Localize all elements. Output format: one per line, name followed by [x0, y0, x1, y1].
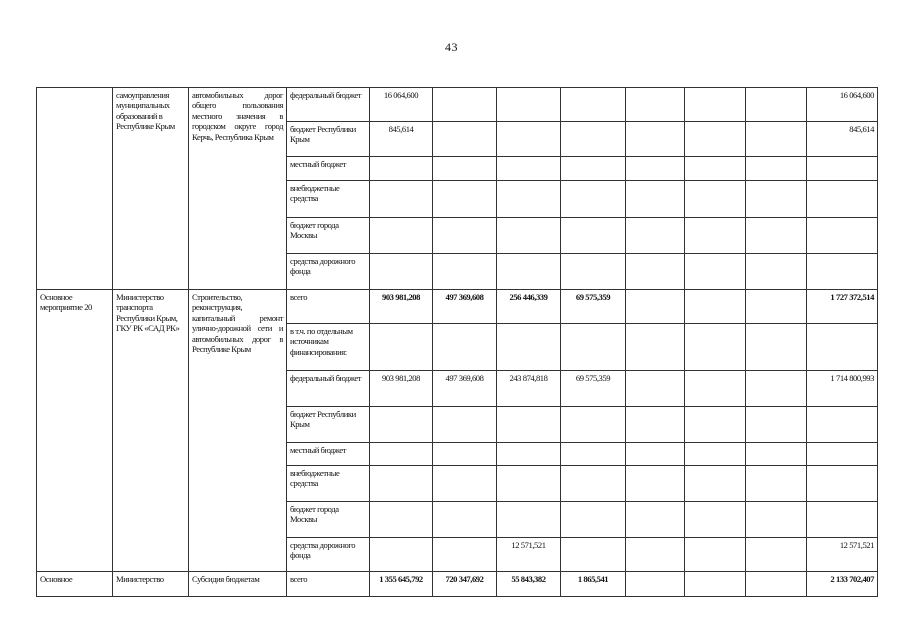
cell-value [561, 218, 626, 254]
cell-total [807, 443, 878, 466]
cell-value [497, 324, 561, 371]
cell-total [807, 157, 878, 181]
cell-value: 243 874,818 [497, 371, 561, 407]
cell-value [370, 254, 433, 290]
cell-value [685, 407, 746, 443]
cell-source: бюджет Республики Крым [287, 122, 370, 157]
cell-value [685, 254, 746, 290]
cell-value [497, 88, 561, 122]
cell-value [497, 254, 561, 290]
cell-empty [746, 466, 807, 502]
cell-value: 12 571,521 [497, 538, 561, 572]
budget-table [36, 87, 878, 597]
cell-value: 1 355 645,792 [370, 572, 433, 597]
cell-activity: Основное мероприятие 20 [37, 290, 113, 572]
cell-source: местный бюджет [287, 443, 370, 466]
cell-value [561, 466, 626, 502]
cell-value [497, 157, 561, 181]
table-row [37, 572, 878, 597]
cell-source: внебюджетные средства [287, 466, 370, 502]
cell-value [370, 443, 433, 466]
cell-empty [746, 254, 807, 290]
cell-value: 69 575,359 [561, 290, 626, 324]
cell-value [433, 157, 497, 181]
cell-total: 1 714 800,993 [807, 371, 878, 407]
cell-value [685, 502, 746, 538]
cell-value [685, 466, 746, 502]
cell-value [626, 290, 685, 324]
cell-value [497, 407, 561, 443]
cell-empty [746, 88, 807, 122]
cell-total: 2 133 702,407 [807, 572, 878, 597]
cell-value [626, 254, 685, 290]
cell-value [433, 122, 497, 157]
cell-value [561, 88, 626, 122]
cell-value: 1 865,541 [561, 572, 626, 597]
cell-value: 720 347,692 [433, 572, 497, 597]
cell-value [370, 407, 433, 443]
cell-value [561, 502, 626, 538]
cell-total: 12 571,521 [807, 538, 878, 572]
cell-value [626, 122, 685, 157]
cell-value [370, 466, 433, 502]
cell-value [497, 466, 561, 502]
cell-value: 497 369,608 [433, 290, 497, 324]
cell-value [370, 157, 433, 181]
cell-empty [746, 502, 807, 538]
cell-value [370, 324, 433, 371]
cell-value [626, 157, 685, 181]
cell-empty [746, 371, 807, 407]
cell-value [561, 157, 626, 181]
cell-total: 16 064,600 [807, 88, 878, 122]
table-row [37, 290, 878, 324]
cell-value [433, 538, 497, 572]
cell-value [626, 407, 685, 443]
cell-empty [746, 181, 807, 218]
cell-source: федеральный бюджет [287, 371, 370, 407]
cell-total [807, 407, 878, 443]
cell-value [433, 88, 497, 122]
cell-value [685, 371, 746, 407]
cell-value [626, 502, 685, 538]
cell-source: бюджет города Москвы [287, 218, 370, 254]
cell-description: Строительство, реконструкция, капитальный ремонт улично-дорожной сети и автомобильных дорог в Республике Крым [189, 290, 287, 572]
cell-value [626, 218, 685, 254]
cell-activity [37, 88, 113, 290]
cell-value [433, 466, 497, 502]
cell-total [807, 181, 878, 218]
cell-empty [746, 407, 807, 443]
cell-source: всего [287, 572, 370, 597]
cell-value [626, 443, 685, 466]
cell-value [685, 443, 746, 466]
cell-value [685, 181, 746, 218]
cell-value [433, 181, 497, 218]
cell-value: 55 843,382 [497, 572, 561, 597]
cell-value [433, 218, 497, 254]
cell-total [807, 466, 878, 502]
cell-value [561, 324, 626, 371]
cell-value [370, 181, 433, 218]
cell-value [626, 324, 685, 371]
cell-value [370, 502, 433, 538]
cell-value [497, 443, 561, 466]
cell-value: 903 981,208 [370, 371, 433, 407]
cell-empty [746, 218, 807, 254]
cell-value [497, 502, 561, 538]
cell-executor: Министерство транспорта Республики Крым, ГКУ РК «САД РК» [113, 290, 189, 572]
cell-value [561, 538, 626, 572]
cell-value [626, 572, 685, 597]
cell-value [561, 122, 626, 157]
cell-value [626, 466, 685, 502]
cell-total [807, 254, 878, 290]
cell-value [561, 443, 626, 466]
cell-activity: Основное [37, 572, 113, 597]
cell-value: 497 369,608 [433, 371, 497, 407]
cell-executor: самоуправления муниципальных образований в Республике Крым [113, 88, 189, 290]
cell-empty [746, 324, 807, 371]
cell-empty [746, 443, 807, 466]
cell-value [685, 88, 746, 122]
cell-value [433, 502, 497, 538]
cell-value [433, 407, 497, 443]
cell-description: Субсидия бюджетам [189, 572, 287, 597]
cell-value [685, 122, 746, 157]
cell-empty [746, 290, 807, 324]
cell-source: местный бюджет [287, 157, 370, 181]
cell-value [626, 538, 685, 572]
cell-value: 256 446,339 [497, 290, 561, 324]
cell-value [626, 371, 685, 407]
cell-total: 845,614 [807, 122, 878, 157]
cell-value [685, 290, 746, 324]
cell-value [497, 122, 561, 157]
cell-empty [746, 538, 807, 572]
cell-source: внебюджетные средства [287, 181, 370, 218]
cell-value [497, 181, 561, 218]
cell-source: средства дорожного фонда [287, 254, 370, 290]
cell-executor: Министерство [113, 572, 189, 597]
cell-empty [746, 572, 807, 597]
cell-value [685, 218, 746, 254]
cell-value: 69 575,359 [561, 371, 626, 407]
cell-source: бюджет Республики Крым [287, 407, 370, 443]
cell-value: 903 981,208 [370, 290, 433, 324]
cell-value [561, 254, 626, 290]
cell-value [626, 88, 685, 122]
cell-value [561, 181, 626, 218]
cell-value [433, 254, 497, 290]
cell-value [433, 443, 497, 466]
cell-description: автомобильных дорог общего пользования местного значения в городском округе город Керчь, Республика Крым [189, 88, 287, 290]
cell-value [497, 218, 561, 254]
cell-value [370, 218, 433, 254]
cell-value [685, 538, 746, 572]
cell-value [370, 538, 433, 572]
cell-empty [746, 122, 807, 157]
cell-source: всего [287, 290, 370, 324]
cell-value: 16 064,600 [370, 88, 433, 122]
cell-total [807, 324, 878, 371]
cell-total: 1 727 372,514 [807, 290, 878, 324]
page-number: 43 [445, 40, 458, 54]
table-row [37, 88, 878, 122]
cell-source: федеральный бюджет [287, 88, 370, 122]
cell-value [685, 572, 746, 597]
cell-value [626, 181, 685, 218]
cell-value: 845,614 [370, 122, 433, 157]
cell-value [561, 407, 626, 443]
cell-total [807, 502, 878, 538]
cell-source: в т.ч. по отдельным источникам финансирования: [287, 324, 370, 371]
cell-total [807, 218, 878, 254]
cell-value [685, 324, 746, 371]
cell-source: бюджет города Москвы [287, 502, 370, 538]
cell-empty [746, 157, 807, 181]
cell-value [685, 157, 746, 181]
cell-source: средства дорожного фонда [287, 538, 370, 572]
cell-value [433, 324, 497, 371]
